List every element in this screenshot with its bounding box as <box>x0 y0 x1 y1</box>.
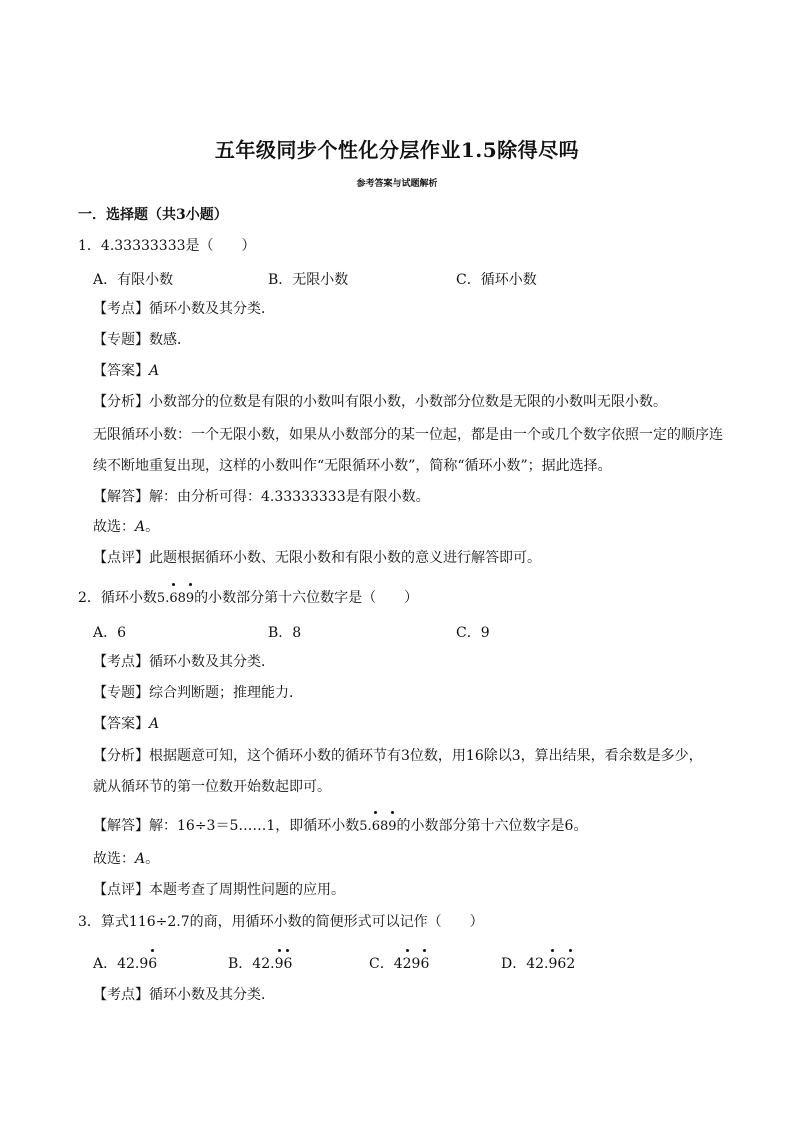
q3-d-digit-mid: 6 <box>557 956 567 972</box>
q2-choice <box>93 850 159 868</box>
q2-sol-digit-3: 9 <box>388 819 397 834</box>
q1-answer-value: A <box>149 363 160 379</box>
q2-kaodian: 【考点】循环小数及其分类． <box>93 654 275 670</box>
q3-b-digit-2: 6 <box>283 956 293 972</box>
q1-analysis: 【分析】小数部分的位数是有限的小数叫有限小数，小数部分位数是无限的小数叫无限小数。 <box>93 394 667 410</box>
q1-choice <box>93 518 159 536</box>
q1-analysis-line2: 无限循环小数：一个无限小数，如果从小数部分的某一位起，都是由一个或几个数字依照一定的顺序连 <box>93 427 723 443</box>
q3-d-prefix: D．42. <box>501 956 549 972</box>
q3-a-digit: 6 <box>148 956 158 972</box>
q1-kaodian: 【考点】循环小数及其分类． <box>93 301 275 317</box>
q1-analysis-line3: 续不断地重复出现，这样的小数叫作“无限循环小数”，简称“循环小数”；据此选择。 <box>93 458 612 474</box>
q3-stem: 3．算式116÷2.7的商，用循环小数的简便形式可以记作（ ） <box>78 914 484 930</box>
q1-choice-end: 。 <box>145 519 160 535</box>
q2-sol-digit-2: 8 <box>379 819 389 834</box>
q2-stem-prefix: 2．循环小数 <box>78 590 157 606</box>
q1-zhuanti: 【专题】数感． <box>93 332 191 348</box>
q1-choice-label: 故选： <box>93 519 135 535</box>
q2-zhuanti: 【专题】综合判断题；推理能力． <box>93 685 303 701</box>
q2-choice-value: A <box>135 851 146 867</box>
q2-analysis: 【分析】根据题意可知，这个循环小数的循环节有3位数，用16除以3，算出结果，看余数是多少， <box>93 748 703 764</box>
q2-number-int: 5. <box>156 591 170 606</box>
q2-digit-1: 6 <box>169 591 178 606</box>
q2-option-c: C．9 <box>456 625 490 641</box>
q1-answer <box>93 362 159 380</box>
q2-answer-label: 【答案】 <box>93 716 149 732</box>
q3-kaodian: 【考点】循环小数及其分类． <box>93 987 275 1003</box>
q3-c-digit-2: 6 <box>420 956 430 972</box>
q3-option-c <box>369 953 429 973</box>
q1-comment: 【点评】此题根据循环小数、无限小数和有限小数的意义进行解答即可。 <box>93 550 541 566</box>
q3-c-digit-mid: 9 <box>411 956 421 972</box>
q2-repeating-number <box>157 591 194 606</box>
q1-option-b: B．无限小数 <box>268 272 349 288</box>
q3-d-digit-2: 2 <box>566 956 576 972</box>
q3-d-digit-1: 9 <box>548 956 558 972</box>
section-heading: 一．选择题（共3小题） <box>78 207 228 223</box>
q2-choice-label: 故选： <box>93 851 135 867</box>
document-subtitle: 参考答案与试题解析 <box>356 179 438 189</box>
q3-option-d <box>501 953 575 973</box>
q2-comment: 【点评】本题考查了周期性问题的应用。 <box>93 882 345 898</box>
q2-sol-digit-1: 6 <box>371 819 380 834</box>
q2-solution-number <box>359 819 396 834</box>
q1-answer-label: 【答案】 <box>93 363 149 379</box>
q3-option-a <box>93 953 157 973</box>
q2-choice-end: 。 <box>145 851 160 867</box>
q2-solution <box>93 817 587 836</box>
q2-stem <box>78 589 418 608</box>
q1-option-a: A．有限小数 <box>93 272 174 288</box>
q2-option-a: A．6 <box>93 625 127 641</box>
q3-option-b <box>228 953 292 973</box>
q2-sol-int: 5. <box>359 819 372 834</box>
q1-solution: 【解答】解：由分析可得：4.33333333是有限小数。 <box>93 489 430 505</box>
q3-b-prefix: B．42. <box>228 956 275 972</box>
q2-answer-value: A <box>149 716 160 732</box>
q3-c-prefix: C．4 <box>369 956 403 972</box>
q1-option-c: C．循环小数 <box>456 272 537 288</box>
document-title: 五年级同步个性化分层作业1.5除得尽吗 <box>214 138 580 162</box>
q2-solution-suffix: 的小数部分第十六位数字是6。 <box>396 818 588 834</box>
q2-answer <box>93 715 159 733</box>
q2-stem-suffix: 的小数部分第十六位数字是（ ） <box>194 590 419 606</box>
q2-solution-prefix: 【解答】解：16÷3＝5……1，即循环小数 <box>93 818 360 834</box>
q2-digit-2: 8 <box>177 591 186 606</box>
q1-stem: 1．4.33333333是（ ） <box>78 238 256 254</box>
q2-option-b: B．8 <box>268 625 302 641</box>
q3-b-digit-1: 9 <box>274 956 284 972</box>
q3-a-prefix: A．42.9 <box>93 956 149 972</box>
q2-analysis-line2: 就从循环节的第一位数开始数起即可。 <box>93 779 331 795</box>
q2-digit-3: 9 <box>185 591 195 606</box>
q1-choice-value: A <box>135 519 146 535</box>
q3-c-digit-1: 2 <box>402 956 412 972</box>
